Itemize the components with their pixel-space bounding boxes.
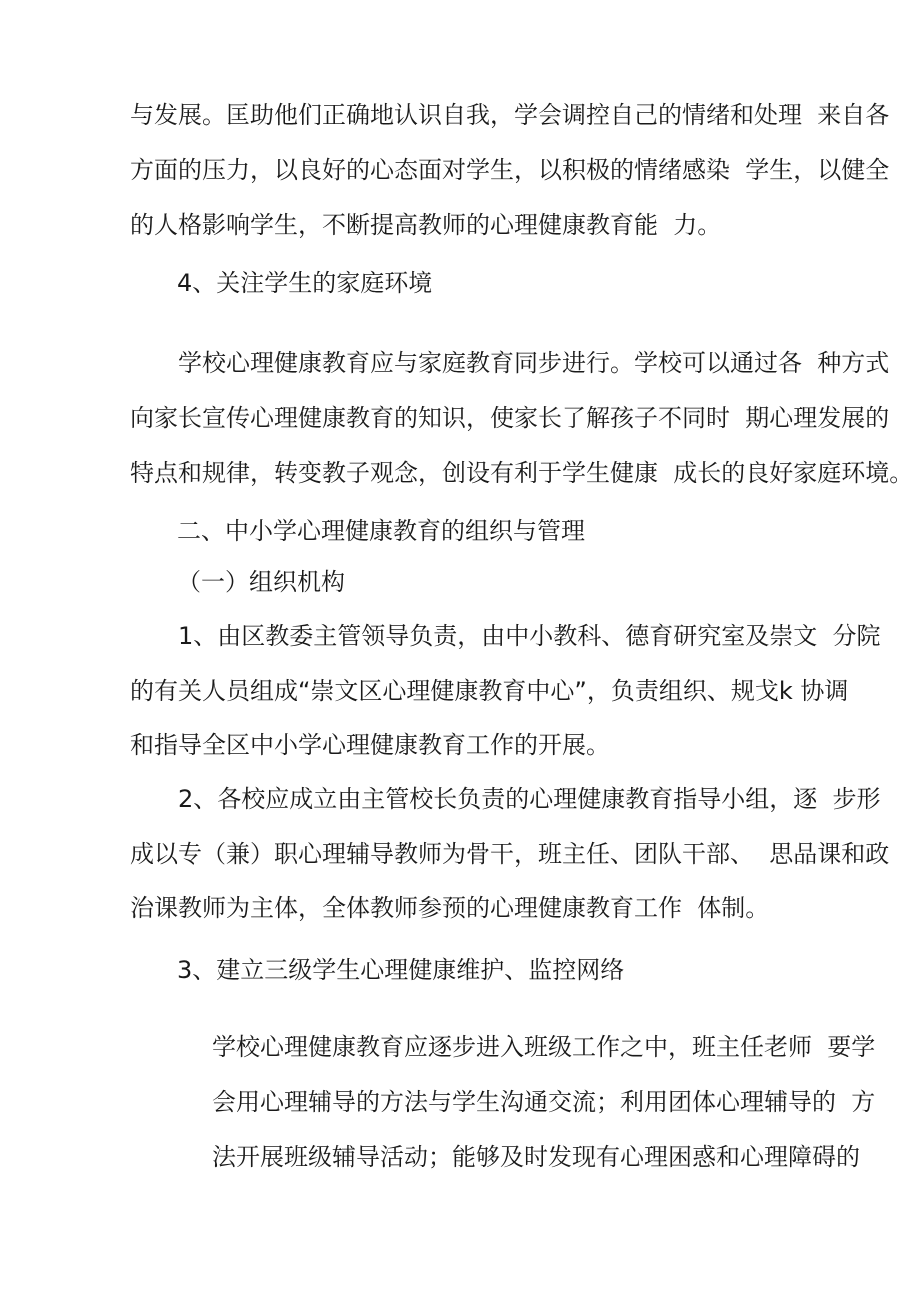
heading-family-environment: 4、关注学生的家庭环境 — [177, 269, 433, 297]
paragraph-line: 方面的压力，以良好的心态面对学生，以积极的情绪感染 学生，以健全 — [130, 156, 890, 184]
paragraph-line: 的有关人员组成“崇文区心理健康教育中心”，负责组织、规戈k 协调 — [130, 677, 849, 705]
section-heading: 二、中小学心理健康教育的组织与管理 — [177, 517, 585, 545]
paragraph-line: 1、由区教委主管领导负责，由中小教科、德育研究室及崇文 分院 — [178, 622, 881, 650]
paragraph-line: 法开展班级辅导活动；能够及时发现有心理困惑和心理障碍的 — [212, 1143, 860, 1171]
paragraph-line: 和指导全区中小学心理健康教育工作的开展。 — [130, 731, 610, 759]
paragraph-line: 学校心理健康教育应与家庭教育同步进行。学校可以通过各 种方式 — [178, 349, 890, 377]
paragraph-line: 与发展。匡助他们正确地认识自我，学会调控自己的情绪和处理 来自各 — [130, 101, 890, 129]
paragraph-line: 治课教师为主体，全体教师参预的心理健康教育工作 体制。 — [130, 894, 770, 922]
paragraph-line: 特点和规律，转变教子观念，创设有利于学生健康 成长的良好家庭环境。 — [130, 459, 914, 487]
heading-monitoring-network: 3、建立三级学生心理健康维护、监控网络 — [177, 956, 625, 984]
paragraph-line: 的人格影响学生，不断提高教师的心理健康教育能 力。 — [130, 211, 722, 239]
subsection-heading: （一）组织机构 — [177, 568, 345, 596]
paragraph-line: 学校心理健康教育应逐步进入班级工作之中，班主任老师 要学 — [212, 1033, 876, 1061]
paragraph-line: 会用心理辅导的方法与学生沟通交流；利用团体心理辅导的 方 — [212, 1088, 876, 1116]
paragraph-line: 成以专（兼）职心理辅导教师为骨干，班主任、团队干部、 思品课和政 — [130, 840, 890, 868]
paragraph-line: 向家长宣传心理健康教育的知识，使家长了解孩子不同时 期心理发展的 — [130, 404, 890, 432]
paragraph-line: 2、各校应成立由主管校长负责的心理健康教育指导小组，逐 步形 — [178, 785, 881, 813]
